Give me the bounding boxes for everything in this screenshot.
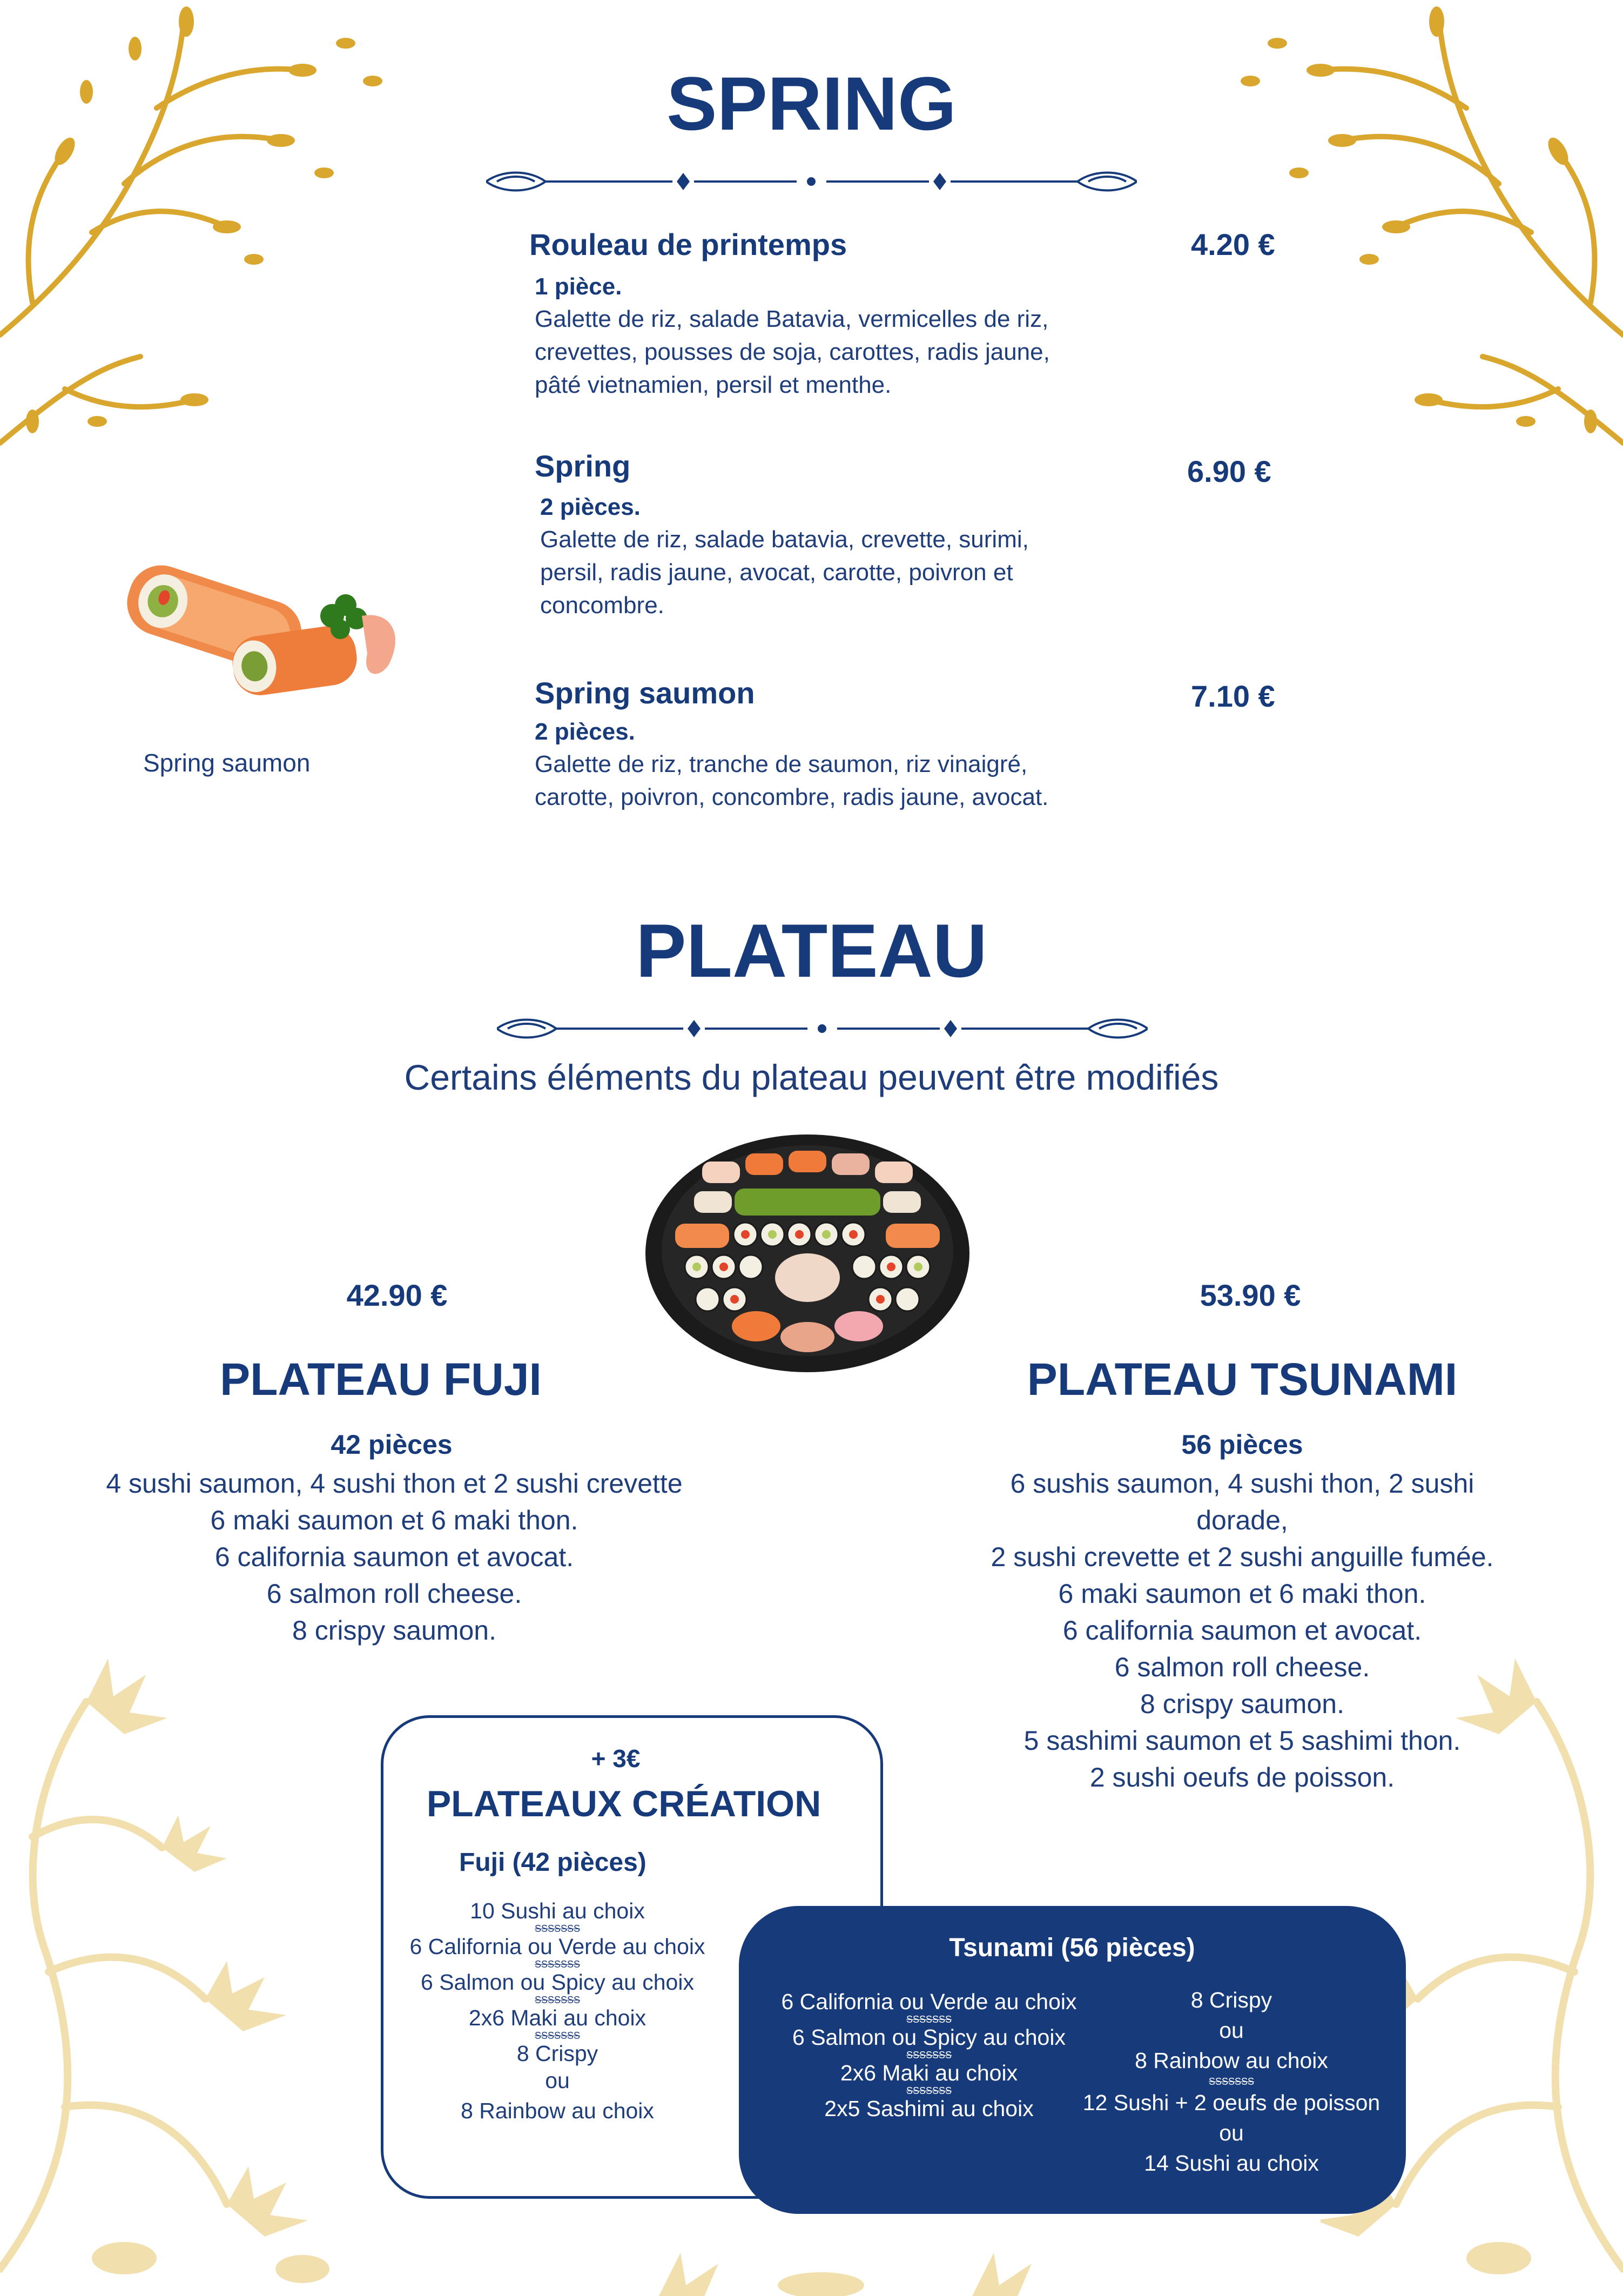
- plateau-tsunami-count: 56 pièces: [1181, 1429, 1303, 1460]
- creation-tsunami-item-6a: 12 Sushi + 2 oeufs de poisson: [1082, 2090, 1380, 2115]
- creation-tsunami-item-5c: 8 Rainbow au choix: [1135, 2048, 1328, 2073]
- creation-fuji-separator: SSSSSSS: [534, 2030, 581, 2041]
- spring-item-3-description: Galette de riz, tranche de saumon, riz vinaigré, carotte, poivron, concombre, radis jaune, avocat.: [535, 751, 1049, 810]
- spring-item-2-name: Spring: [535, 449, 631, 483]
- creation-tsunami-right-list: [1064, 1985, 1399, 2178]
- spring-saumon-photo: [108, 551, 410, 724]
- floral-bottom-left-decoration: [0, 1621, 389, 2296]
- creation-tsunami-separator: SSSSSSS: [906, 2050, 952, 2060]
- creation-fuji-item-2: 6 California ou Verde au choix: [409, 1934, 705, 1959]
- spring-item-1-name: Rouleau de printemps: [529, 227, 847, 261]
- creation-tsunami-item-1: 6 California ou Verde au choix: [781, 1989, 1077, 2014]
- plateau-fuji-price: 42.90 €: [346, 1278, 448, 1312]
- spring-item-2-description: Galette de riz, salade batavia, crevette, surimi, persil, radis jaune, avocat, carotte, poivron et concombre.: [540, 526, 1029, 619]
- creation-fuji-list: [385, 1899, 730, 2126]
- creation-fuji-item-3: 6 Salmon ou Spicy au choix: [421, 1970, 694, 1995]
- spring-ornament-divider: [486, 167, 1137, 196]
- spring-item-1-description: Galette de riz, salade Batavia, vermicelles de riz, crevettes, pousses de soja, carottes, radis jaune, pâté vietnamien, persil et menthe.: [535, 306, 1050, 398]
- spring-saumon-photo-caption: Spring saumon: [143, 749, 311, 777]
- creation-fuji-item-5c: 8 Rainbow au choix: [461, 2098, 654, 2123]
- creation-surcharge: + 3€: [591, 1744, 641, 1773]
- spring-item-3-name: Spring saumon: [535, 676, 755, 710]
- creation-tsunami-item-3: 2x6 Maki au choix: [840, 2060, 1018, 2085]
- spring-item-1-quantity: 1 pièce.: [535, 273, 622, 300]
- creation-tsunami-item-5b: ou: [1219, 2018, 1244, 2043]
- creation-fuji-item-5b: ou: [545, 2068, 570, 2093]
- creation-title: PLATEAUX CRÉATION: [426, 1783, 821, 1824]
- creation-tsunami-label: Tsunami (56 pièces): [949, 1934, 1195, 1962]
- plateau-heading: PLATEAU: [636, 908, 987, 993]
- creation-tsunami-item-5a: 8 Crispy: [1190, 1988, 1272, 2012]
- creation-tsunami-separator: SSSSSSS: [1208, 2076, 1255, 2087]
- creation-tsunami-separator: SSSSSSS: [906, 2014, 952, 2025]
- spring-item-2-price: 6.90 €: [1187, 454, 1271, 488]
- plateau-tsunami-price: 53.90 €: [1200, 1278, 1301, 1312]
- creation-tsunami-item-6b: ou: [1219, 2120, 1244, 2145]
- creation-tsunami-left-list: [756, 1990, 1102, 2120]
- creation-fuji-separator: SSSSSSS: [534, 1923, 581, 1934]
- creation-tsunami-item-2: 6 Salmon ou Spicy au choix: [792, 2025, 1066, 2050]
- plateau-subtitle: Certains éléments du plateau peuvent être modifiés: [404, 1057, 1219, 1097]
- creation-fuji-separator: SSSSSSS: [534, 1995, 581, 2005]
- creation-tsunami-separator: SSSSSSS: [906, 2085, 952, 2096]
- plateau-tsunami-contents: 6 sushis saumon, 4 sushi thon, 2 sushi dorade, 2 sushi crevette et 2 sushi anguille fumée. 6 maki saumon et 6 maki thon. 6 california saumon et avocat. 6 salmon roll cheese. 8 crispy saumon. 5 sashimi saumon et 5 sashimi thon. 2 sushi oeufs de poisson.: [991, 1468, 1494, 1793]
- creation-tsunami-item-6c: 14 Sushi au choix: [1144, 2151, 1319, 2176]
- spring-item-3-price: 7.10 €: [1191, 679, 1275, 713]
- plateau-sushi-photo: [643, 1132, 972, 1375]
- spring-item-1-price: 4.20 €: [1191, 227, 1275, 261]
- creation-fuji-item-1: 10 Sushi au choix: [470, 1898, 645, 1923]
- creation-tsunami-item-4: 2x5 Sashimi au choix: [824, 2096, 1034, 2121]
- plateau-fuji-count: 42 pièces: [331, 1429, 453, 1460]
- plateau-fuji-contents: 4 sushi saumon, 4 sushi thon et 2 sushi crevette 6 maki saumon et 6 maki thon. 6 california saumon et avocat. 6 salmon roll cheese. 8 crispy saumon.: [106, 1468, 683, 1646]
- spring-item-3-quantity: 2 pièces.: [535, 719, 635, 745]
- spring-heading: SPRING: [666, 61, 957, 146]
- plateau-fuji-title: PLATEAU FUJI: [220, 1354, 542, 1405]
- creation-fuji-separator: SSSSSSS: [534, 1959, 581, 1970]
- creation-fuji-item-5a: 8 Crispy: [516, 2041, 598, 2066]
- spring-item-2-quantity: 2 pièces.: [540, 494, 641, 520]
- plateau-ornament-divider: [497, 1015, 1148, 1043]
- creation-fuji-item-4: 2x6 Maki au choix: [468, 2005, 646, 2030]
- plateau-tsunami-title: PLATEAU TSUNAMI: [1027, 1354, 1458, 1405]
- creation-fuji-label: Fuji (42 pièces): [459, 1848, 646, 1877]
